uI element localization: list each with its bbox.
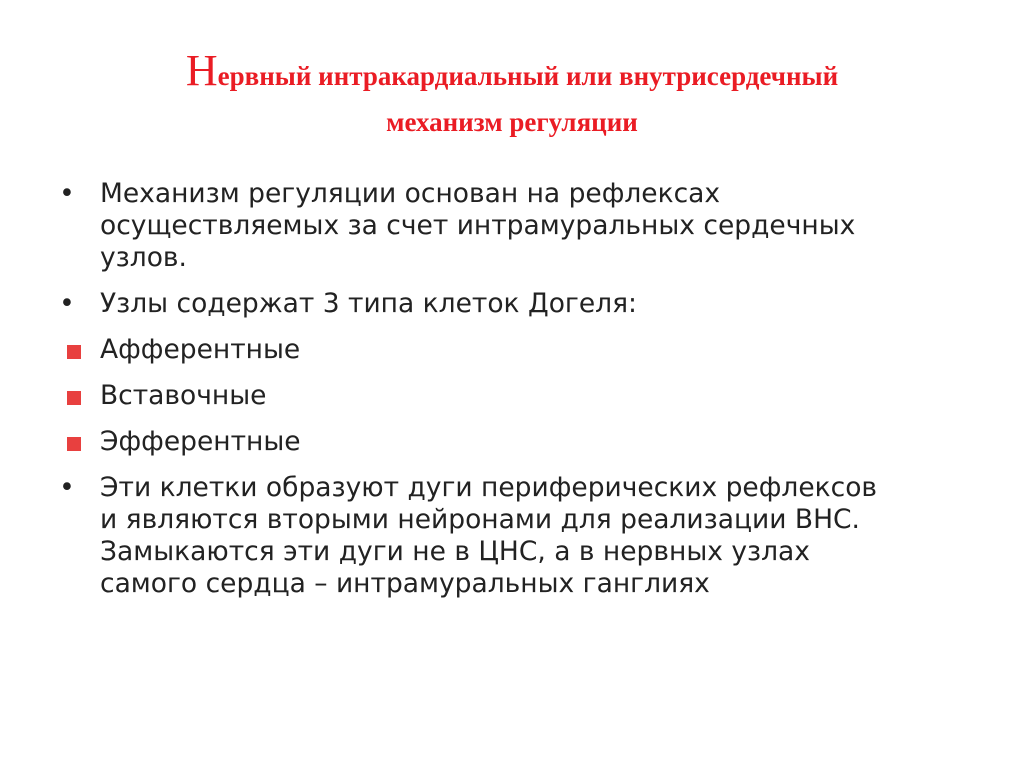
bullet-dot-icon: • — [59, 288, 75, 319]
slide-title — [60, 48, 964, 145]
bullet-item-interneuron — [100, 380, 900, 412]
title-line-1-text: ервный интракардиальный или внутрисердечный — [217, 61, 839, 91]
bullet-text: Вставочные — [100, 380, 267, 411]
title-initial-letter: Н — [185, 46, 218, 95]
bullet-item-arcs — [59, 472, 900, 600]
bullet-item-afferent — [100, 334, 900, 366]
bullet-text: Афферентные — [100, 334, 301, 365]
bullet-item-mechanism — [59, 178, 900, 274]
bullet-text: Механизм регуляции основан на рефлексах осуществляемых за счет интрамуральных сердечных узлов. — [100, 178, 856, 273]
title-line-1 — [60, 48, 964, 99]
red-square-bullet-icon — [67, 437, 81, 451]
bullet-dot-icon: • — [59, 472, 75, 503]
red-square-bullet-icon — [67, 391, 81, 405]
bullet-text: Эфферентные — [100, 426, 301, 457]
bullet-item-nodes — [59, 288, 900, 320]
red-square-bullet-icon — [67, 345, 81, 359]
title-line-2: механизм регуляции — [386, 107, 638, 137]
bullet-dot-icon: • — [59, 178, 75, 209]
bullet-text: Узлы содержат 3 типа клеток Догеля: — [100, 288, 637, 319]
bullet-text: Эти клетки образуют дуги периферических рефлексов и являются вторыми нейронами для реализации ВНС. Замыкаются эти дуги не в ЦНС, а в нервных узлах самого сердца – интрамуральных ганглиях — [100, 472, 878, 599]
bullet-list — [0, 178, 1024, 614]
bullet-item-efferent — [100, 426, 900, 458]
